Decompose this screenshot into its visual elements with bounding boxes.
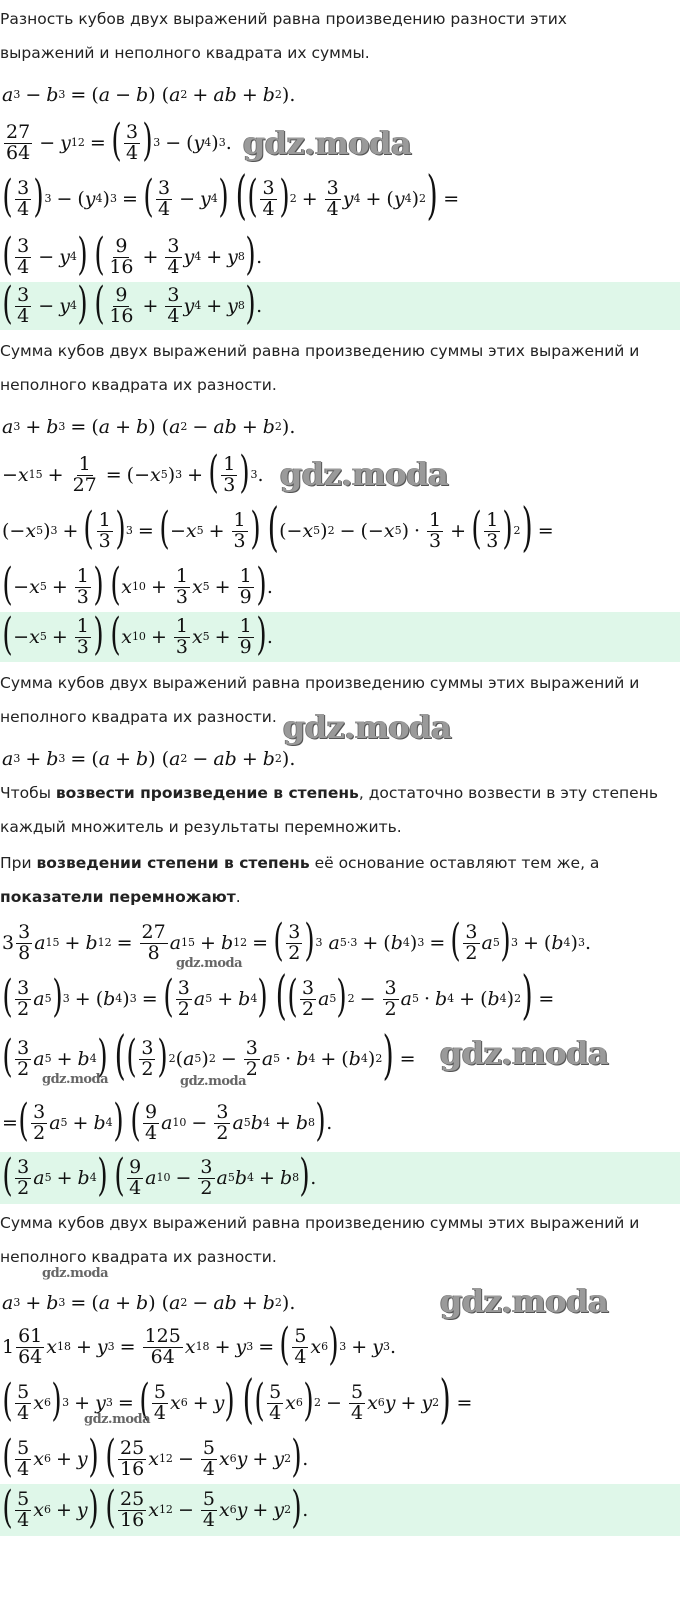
rule-text: При возведении степени в степень её основание оставляют тем же, а [0, 854, 600, 872]
answer-formula: ( $\frac{3}{2}$ a 5 + b 4 ) ( $\frac{9}{4}$ a 10 − $\frac{3}{2}$ a 5 b 4 + b 8 ) . [2, 1150, 317, 1201]
formula-step: $\frac{27}{64}$ − y 12 = ( $\frac{3}{4}$ ) 3 − ( y 4 ) 3 . [6, 115, 232, 166]
formula-step: ( $\frac{5}{4}$ x 6 + y ) ( $\frac{25}{16}$ x 12 − $\frac{5}{4}$ x 6 y + y 2 ) . [2, 1431, 309, 1482]
rule-text: Сумма кубов двух выражений равна произведению суммы этих выражений и [0, 674, 640, 692]
formula-step: − x 15 + $\frac{1}{27}$ = (− x 5 ) 3 + ( $\frac{1}{3}$ ) 3 . [2, 447, 264, 498]
formula-step: (− x 5 ) 3 + ( $\frac{1}{3}$ ) 3 = ( − x 5 + $\frac{1}{3}$ ) ( (− x 5 ) 2 − (− x 5 ) · $\frac{1}{3}$ + ( $\frac{1}{3}$ ) 2 ) = [2, 498, 554, 558]
watermark: gdz.moda [243, 124, 412, 162]
rule-text: Чтобы возвести произведение в степень, достаточно возвести в эту степень [0, 784, 658, 802]
formula-step: ( $\frac{3}{2}$ a 5 + b 4 ) ( ( $\frac{3}{2}$ ) 2 ( a 5 ) 2 − $\frac{3}{2}$ a 5 · b 4 + ( b 4 ) 2 ) = [2, 1026, 416, 1086]
answer-formula: ( $\frac{5}{4}$ x 6 + y ) ( $\frac{25}{16}$ x 12 − $\frac{5}{4}$ x 6 y + y 2 ) . [2, 1482, 309, 1533]
rule-text: неполного квадрата их разности. [0, 708, 277, 726]
formula-step: = ( $\frac{3}{2}$ a 5 + b 4 ) ( $\frac{9}{4}$ a 10 − $\frac{3}{2}$ a 5 b 4 + b 8 ) . [2, 1095, 333, 1146]
watermark: gdz.moda [180, 1074, 247, 1089]
rule-text: выражений и неполного квадрата их суммы. [0, 44, 370, 62]
rule-text: каждый множитель и результаты перемножить. [0, 818, 402, 836]
formula-step: ( $\frac{3}{2}$ a 5 ) 3 + ( b 4 ) 3 = ( $\frac{3}{2}$ a 5 + b 4 ) ( ( $\frac{3}{2}$ a 5 ) 2 − $\frac{3}{2}$ a 5 · b 4 + ( b 4 ) 2 ) = [2, 966, 555, 1026]
answer-formula: ( − x 5 + $\frac{1}{3}$ ) ( x 10 + $\frac{1}{3}$ x 5 + $\frac{1}{9}$ ) . [2, 609, 273, 660]
watermark: gdz.moda [42, 1072, 109, 1087]
watermark: gdz.moda [440, 1034, 609, 1072]
formula-step: ( $\frac{3}{4}$ ) 3 − ( y 4 ) 3 = ( $\frac{3}{4}$ − y 4 ) ( ( $\frac{3}{4}$ ) 2 + $\frac{3}{4}$ y 4 + ( y 4 ) 2 ) = [2, 166, 460, 226]
watermark: gdz.moda [440, 1282, 609, 1320]
rule-text: Сумма кубов двух выражений равна произведению суммы этих выражений и [0, 342, 640, 360]
formula-step: ( $\frac{5}{4}$ x 6 ) 3 + y 3 = ( $\frac{5}{4}$ x 6 + y ) ( ( $\frac{5}{4}$ x 6 ) 2 − $\frac{5}{4}$ x 6 y + y 2 ) = [2, 1370, 473, 1430]
watermark: gdz.moda [84, 1412, 151, 1427]
formula-difference-of-cubes: a 3 − b 3 = ( a − b ) ( a 2 + ab + b 2 ). [2, 84, 296, 106]
rule-text: Сумма кубов двух выражений равна произведению суммы этих выражений и [0, 1214, 640, 1232]
formula-sum-of-cubes: a 3 + b 3 = ( a + b ) ( a 2 − ab + b 2 ). [2, 748, 296, 770]
formula-step: 1 $\frac{61}{64}$ x 18 + y 3 = $\frac{125}{64}$ x 18 + y 3 = ( $\frac{5}{4}$ x 6 ) 3 + y 3 . [2, 1319, 396, 1370]
rule-text: Разность кубов двух выражений равна произведению разности этих [0, 10, 567, 28]
formula-sum-of-cubes: a 3 + b 3 = ( a + b ) ( a 2 − ab + b 2 ). [2, 416, 296, 438]
formula-step: ( $\frac{3}{4}$ − y 4 ) ( $\frac{9}{16}$ + $\frac{3}{4}$ y 4 + y 8 ) . [2, 229, 263, 280]
formula-step: 3 $\frac{3}{8}$ a 15 + b 12 = $\frac{27}{8}$ a 15 + b 12 = ( $\frac{3}{2}$ ) 3 a 5·3 + ( b 4 ) 3 = ( $\frac{3}{2}$ a 5 ) 3 + ( b 4 ) 3 . [2, 915, 591, 966]
answer-formula: ( $\frac{3}{4}$ − y 4 ) ( $\frac{9}{16}$ + $\frac{3}{4}$ y 4 + y 8 ) . [2, 278, 263, 329]
watermark: gdz.moda [42, 1266, 109, 1281]
watermark: gdz.moda [280, 455, 449, 493]
rule-text: неполного квадрата их разности. [0, 1248, 277, 1266]
formula-sum-of-cubes: a 3 + b 3 = ( a + b ) ( a 2 − ab + b 2 ). [2, 1292, 296, 1314]
rule-text: неполного квадрата их разности. [0, 376, 277, 394]
watermark: gdz.moda [176, 956, 243, 971]
rule-text: показатели перемножают. [0, 888, 241, 906]
formula-step: ( − x 5 + $\frac{1}{3}$ ) ( x 10 + $\frac{1}{3}$ x 5 + $\frac{1}{9}$ ) . [2, 559, 273, 610]
watermark: gdz.moda [283, 708, 452, 746]
